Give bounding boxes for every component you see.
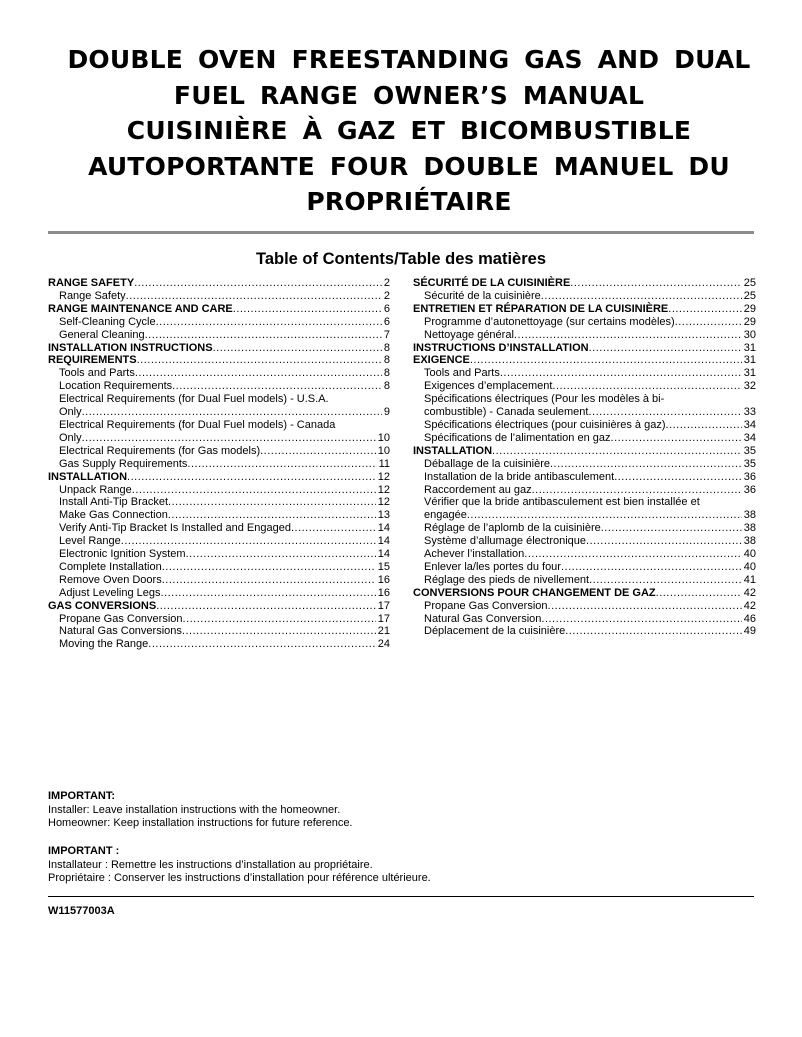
toc-leader-dots [145,329,382,342]
toc-leader-dots [182,625,376,638]
toc-page-number: 31 [743,354,756,367]
toc-entry-label: Level Range [59,535,121,548]
toc-entry-label: Self-Cleaning Cycle [59,315,156,328]
toc-page-number: 8 [383,354,390,367]
toc-page-number: 15 [377,560,390,573]
toc-page-number: 16 [377,573,390,586]
title-divider [48,231,754,234]
toc-page-number: 8 [383,341,390,354]
toc-entry[interactable] [48,535,390,548]
toc-entry[interactable] [48,548,390,561]
toc-page-number: 14 [377,548,390,561]
toc-entry[interactable] [48,496,390,509]
important-line: Installer: Leave installation instructions with the homeowner. [48,803,341,816]
toc-entry[interactable] [413,484,756,497]
toc-leader-dots [548,600,742,613]
toc-page-number: 31 [743,367,756,380]
toc-entry-label: RANGE MAINTENANCE AND CARE [48,302,233,315]
toc-entry-label: Réglage des pieds de nivellement [424,573,590,586]
toc-entry-label: Vérifier que la bride antibasculement est bien installée et [424,496,700,509]
toc-entry[interactable] [48,574,390,587]
toc-page-number: 36 [743,483,756,496]
toc-entry-label: Installation de la bride antibasculement [424,470,615,483]
toc-page-number: 8 [383,367,390,380]
toc-leader-dots [213,342,382,355]
toc-entry[interactable] [413,303,756,316]
toc-entry[interactable] [48,600,390,613]
toc-entry[interactable] [413,625,756,638]
toc-page-number: 24 [377,638,390,651]
toc-page-number: 7 [383,328,390,341]
toc-page-number: 31 [743,341,756,354]
toc-entry-label: Natural Gas Conversions [59,625,182,638]
toc-entry[interactable] [48,561,390,574]
toc-page-number: 40 [743,560,756,573]
toc-page-number: 46 [743,612,756,625]
title-line: AUTOPORTANTE FOUR DOUBLE MANUEL DU [88,151,730,181]
toc-entry-label: Electrical Requirements (for Dual Fuel models) - U.S.A. [59,393,329,406]
toc-entry-label: Unpack Range [59,483,132,496]
toc-page-number: 29 [743,315,756,328]
toc-page-number: 25 [743,289,756,302]
toc-page-number: 30 [743,328,756,341]
toc-entry-label: Déplacement de la cuisinière [424,625,566,638]
toc-entry-label: INSTALLATION [413,444,493,457]
toc-entry-label: Tools and Parts [59,367,135,380]
toc-leader-dots [550,458,742,471]
toc-page-number: 29 [743,302,756,315]
toc-entry[interactable] [413,548,756,561]
toc-entry[interactable] [413,535,756,548]
toc-column-english [48,277,390,651]
toc-entry[interactable] [413,458,756,471]
toc-column-french [413,277,756,638]
important-notice-french [48,845,431,886]
toc-leader-dots [524,548,741,561]
title-line: DOUBLE OVEN FREESTANDING GAS AND DUAL [67,45,751,74]
toc-leader-dots [589,342,742,355]
important-line: Propriétaire : Conserver les instructions d’installation pour référence ultérieure. [48,872,431,884]
toc-entry[interactable] [48,613,390,626]
toc-entry[interactable] [413,380,756,393]
toc-entry-label: Range Safety [59,289,126,302]
toc-entry[interactable] [48,354,390,367]
toc-entry[interactable] [413,329,756,342]
toc-leader-dots [532,484,742,497]
toc-entry[interactable] [413,432,756,445]
toc-page-number: 2 [383,277,390,289]
toc-leader-dots [614,471,742,484]
toc-entry-label: Moving the Range [59,638,149,651]
toc-entry[interactable] [48,393,390,406]
toc-entry[interactable] [413,290,756,303]
toc-entry[interactable] [48,419,390,432]
toc-entry-label: Enlever la/les portes du four [424,560,561,573]
important-label: IMPORTANT: [48,790,116,802]
toc-entry[interactable] [48,484,390,497]
toc-leader-dots [260,445,376,458]
toc-leader-dots [470,354,742,367]
important-line: Homeowner: Keep installation instructions for future reference. [48,817,353,829]
toc-entry-label: Install Anti-Tip Bracket [59,496,169,509]
toc-entry[interactable] [413,354,756,367]
toc-entry-label: Propane Gas Conversion [59,612,183,625]
title-line: CUISINIÈRE À GAZ ET BICOMBUSTIBLE [126,116,692,145]
toc-leader-dots [162,574,376,587]
toc-page-number: 17 [377,612,390,625]
toc-entry-label: SÉCURITÉ DE LA CUISINIÈRE [413,277,571,289]
toc-page-number: 9 [383,406,390,419]
toc-leader-dots [168,496,376,509]
toc-entry-label: ENTRETIEN ET RÉPARATION DE LA CUISINIÈRE [413,302,669,315]
toc-entry-label: GAS CONVERSIONS [48,599,157,612]
toc-leader-dots [82,406,382,419]
toc-leader-dots [132,484,376,497]
toc-leader-dots [233,303,382,316]
toc-entry[interactable] [48,277,390,290]
toc-entry-label: INSTRUCTIONS D’INSTALLATION [413,341,589,354]
title-line: FUEL RANGE OWNER’S MANUAL [173,80,645,110]
toc-leader-dots [675,316,742,329]
toc-entry-continuation[interactable] [48,406,390,419]
toc-entry-label: engagée [424,509,467,522]
toc-leader-dots [668,303,741,316]
toc-leader-dots [135,367,382,380]
toc-entry[interactable] [48,329,390,342]
toc-entry-label: INSTALLATION INSTRUCTIONS [48,341,213,354]
toc-page-number: 38 [743,535,756,548]
toc-entry[interactable] [48,445,390,458]
toc-page-number: 6 [383,315,390,328]
toc-entry[interactable] [413,445,756,458]
toc-entry-label: CONVERSIONS POUR CHANGEMENT DE GAZ [413,586,656,599]
toc-entry-label: REQUIREMENTS [48,354,137,367]
toc-leader-dots [82,432,376,445]
important-label: IMPORTANT : [48,845,120,857]
toc-page-number: 8 [383,380,390,393]
toc-entry-label: Nettoyage général [424,328,514,341]
toc-entry-label: Adjust Leveling Legs [59,586,161,599]
toc-page-number: 49 [743,625,756,638]
toc-leader-dots [586,535,742,548]
toc-page-number: 14 [377,535,390,548]
toc-entry[interactable] [48,458,390,471]
toc-entry[interactable] [48,380,390,393]
toc-entry[interactable] [413,419,756,432]
toc-leader-dots [156,600,376,613]
important-notice-english [48,790,353,831]
toc-entry-label: Spécifications électriques (pour cuisinières à gaz) [424,418,666,431]
toc-entry[interactable] [413,316,756,329]
toc-page-number: 12 [377,470,390,483]
toc-entry[interactable] [413,367,756,380]
toc-entry-label: Spécifications électriques (Pour les modèles à bi- [424,393,665,406]
toc-page-number: 21 [377,625,390,638]
toc-leader-dots [467,509,742,522]
toc-entry-label: Raccordement au gaz [424,483,532,496]
toc-entry[interactable] [413,600,756,613]
toc-page-number: 10 [377,431,390,444]
toc-leader-dots [589,574,742,587]
toc-entry[interactable] [48,290,390,303]
toc-entry-label: Exigences d’emplacement [424,380,553,393]
toc-page-number: 35 [743,457,756,470]
footer-divider [48,896,754,897]
toc-entry[interactable] [48,522,390,535]
toc-entry-label: Only [59,406,82,419]
document-code: W11577003A [48,905,115,917]
toc-leader-dots [168,509,376,522]
toc-entry[interactable] [48,303,390,316]
toc-page-number: 34 [743,431,756,444]
toc-leader-dots [148,638,375,651]
toc-page-number: 11 [378,457,390,470]
toc-leader-dots [601,522,742,535]
toc-entry-label: Spécifications de l’alimentation en gaz [424,431,611,444]
toc-entry-label: Déballage de la cuisinière [424,457,550,470]
toc-entry-label: INSTALLATION [48,470,128,483]
toc-entry-label: Tools and Parts [424,367,500,380]
toc-entry[interactable] [413,561,756,574]
toc-page-number: 10 [377,444,390,457]
toc-leader-dots [500,367,742,380]
toc-leader-dots [126,290,382,303]
important-line: Installateur : Remettre les instructions d’installation au propriétaire. [48,858,373,871]
toc-entry-label: Système d’allumage électronique [424,535,587,548]
toc-page-number: 40 [743,548,756,561]
toc-entry[interactable] [413,613,756,626]
toc-page-number: 13 [377,509,390,522]
toc-entry-continuation[interactable] [413,406,756,419]
toc-leader-dots [127,471,376,484]
toc-page-number: 33 [743,406,756,419]
toc-entry[interactable] [413,574,756,587]
toc-leader-dots [291,522,376,535]
toc-leader-dots [492,445,742,458]
toc-entry-label: Réglage de l’aplomb de la cuisinière [424,522,601,535]
toc-entry-label: Electrical Requirements (for Dual Fuel models) - Canada [59,418,336,431]
title-line: PROPRIÉTAIRE [306,187,512,216]
toc-page-number: 25 [743,277,756,289]
toc-entry[interactable] [413,496,756,509]
toc-leader-dots [541,290,742,303]
toc-entry-label: combustible) - Canada seulement [424,406,589,419]
toc-page-number: 14 [377,522,390,535]
toc-page-number: 16 [377,586,390,599]
toc-page-number: 34 [743,418,756,431]
toc-page-number: 36 [743,470,756,483]
toc-entry[interactable] [413,471,756,484]
toc-leader-dots [588,406,741,419]
toc-leader-dots [570,277,741,290]
toc-page-number: 12 [377,496,390,509]
toc-page-number: 32 [743,380,756,393]
toc-entry-label: Location Requirements [59,380,173,393]
toc-leader-dots [552,380,741,393]
toc-leader-dots [561,561,742,574]
toc-entry[interactable] [48,316,390,329]
toc-entry-label: Make Gas Connection [59,509,168,522]
toc-entry-label: Electronic Ignition System [59,548,186,561]
toc-entry-label: RANGE SAFETY [48,277,135,289]
toc-entry[interactable] [413,342,756,355]
toc-entry[interactable] [413,393,756,406]
toc-page-number: 41 [743,573,756,586]
toc-entry-label: Programme d’autonettoyage (sur certains modèles) [424,315,675,328]
toc-entry-label: Propane Gas Conversion [424,599,548,612]
toc-leader-dots [183,613,376,626]
toc-entry-label: Gas Supply Requirements [59,457,188,470]
toc-entry[interactable] [48,471,390,484]
toc-page-number: 35 [743,444,756,457]
toc-entry-label: Electrical Requirements (for Gas models) [59,444,261,457]
toc-entry[interactable] [48,509,390,522]
toc-entry[interactable] [48,625,390,638]
toc-leader-dots [137,354,382,367]
toc-entry-label: Sécurité de la cuisinière [424,289,541,302]
toc-leader-dots [187,458,376,471]
toc-heading: Table of Contents/Table des matières [255,250,547,268]
toc-page-number: 6 [383,302,390,315]
manual-title [48,42,770,220]
toc-entry-label: Remove Oven Doors [59,573,162,586]
toc-entry[interactable] [48,638,390,651]
toc-entry[interactable] [413,587,756,600]
toc-leader-dots [134,277,382,290]
toc-entry-label: EXIGENCE [413,354,470,367]
toc-leader-dots [656,587,742,600]
toc-leader-dots [666,419,742,432]
toc-page-number: 38 [743,509,756,522]
toc-entry[interactable] [48,342,390,355]
toc-entry-label: General Cleaning [59,328,145,341]
toc-entry-continuation[interactable] [48,432,390,445]
toc-entry-label: Only [59,431,82,444]
toc-page-number: 42 [743,599,756,612]
toc-leader-dots [162,561,376,574]
toc-entry-label: Complete Installation [59,560,162,573]
toc-leader-dots [565,625,742,638]
toc-page-number: 12 [377,483,390,496]
toc-leader-dots [541,613,741,626]
toc-entry[interactable] [48,367,390,380]
toc-leader-dots [161,587,376,600]
toc-entry-label: Verify Anti-Tip Bracket Is Installed and Engaged [59,522,291,535]
toc-leader-dots [121,535,376,548]
toc-leader-dots [172,380,382,393]
toc-page-number: 42 [743,586,756,599]
toc-leader-dots [514,329,742,342]
toc-page-number: 2 [383,289,390,302]
toc-entry[interactable] [413,277,756,290]
toc-entry-label: Natural Gas Conversion [424,612,542,625]
toc-leader-dots [156,316,382,329]
toc-page-number: 17 [377,599,390,612]
toc-page-number: 38 [743,522,756,535]
toc-entry-continuation[interactable] [413,509,756,522]
toc-entry[interactable] [48,587,390,600]
toc-entry-label: Achever l’installation [424,548,525,561]
toc-entry[interactable] [413,522,756,535]
toc-leader-dots [186,548,376,561]
toc-leader-dots [611,432,742,445]
